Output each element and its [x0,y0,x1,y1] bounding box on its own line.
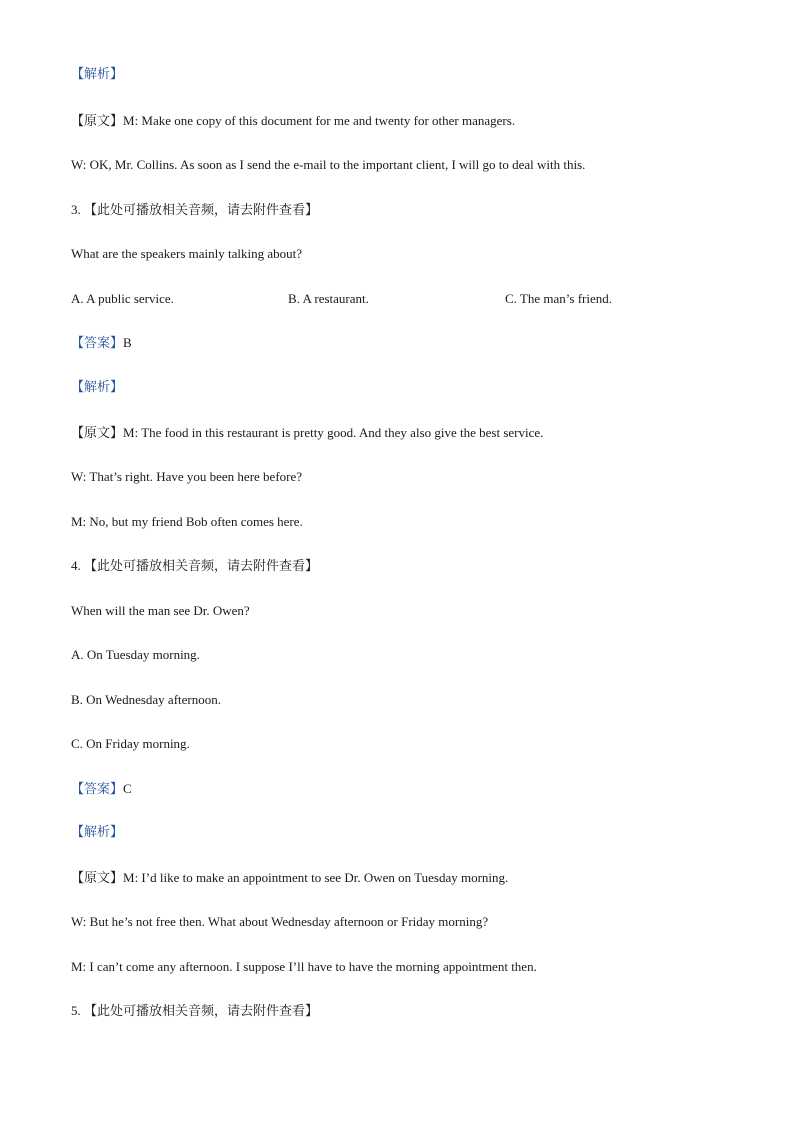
q3-answer [71,334,132,353]
q3-transcript-m1-text: M: The food in this restaurant is pretty good. And they also give the best service. [123,425,544,440]
q3-audio-note: 【此处可播放相关音频，请去附件查看】 [84,203,319,218]
q4-analysis-label: 【解析】 [71,825,124,840]
q4-transcript-m1 [71,869,508,888]
q4-heading [71,557,318,576]
q5-heading [71,1002,318,1021]
q4-transcript-w: W: But he’s not free then. What about Wednesday afternoon or Friday morning? [71,914,489,929]
q4-transcript-label: 【原文】 [71,871,124,886]
q4-question: When will the man see Dr. Owen? [71,603,250,618]
q3-transcript-w: W: That’s right. Have you been here before? [71,469,303,484]
q2-transcript-w: W: OK, Mr. Collins. As soon as I send the e-mail to the important client, I will go to deal with this. [71,157,586,172]
q3-answer-label: 【答案】 [71,336,124,351]
q3-transcript-label: 【原文】 [71,426,124,441]
q4-audio-note: 【此处可播放相关音频，请去附件查看】 [84,559,319,574]
q3-option-a: A. A public service. [71,291,174,306]
q4-option-b: B. On Wednesday afternoon. [71,692,221,707]
q3-transcript-m2: M: No, but my friend Bob often comes here. [71,514,303,529]
q4-transcript-m2: M: I can’t come any afternoon. I suppose I’ll have to have the morning appointment then. [71,959,537,974]
q3-answer-value: B [123,335,132,350]
q3-option-c: C. The man’s friend. [505,291,612,306]
q3-number: 3. [71,202,81,217]
q2-analysis-label: 【解析】 [71,67,124,82]
q3-heading [71,201,318,220]
q4-option-a: A. On Tuesday morning. [71,647,200,662]
q2-transcript-m [71,112,515,131]
q4-answer-value: C [123,781,132,796]
q4-transcript-m1-text: M: I’d like to make an appointment to see Dr. Owen on Tuesday morning. [123,870,509,885]
q2-transcript-m-text: M: Make one copy of this document for me and twenty for other managers. [123,113,516,128]
q4-answer [71,780,132,799]
q3-analysis-label: 【解析】 [71,380,124,395]
q4-answer-label: 【答案】 [71,782,124,797]
q4-option-c: C. On Friday morning. [71,736,190,751]
q3-question: What are the speakers mainly talking about? [71,246,303,261]
q5-audio-note: 【此处可播放相关音频，请去附件查看】 [84,1004,319,1019]
q5-number: 5. [71,1003,81,1018]
q3-transcript-m1 [71,424,543,443]
q2-transcript-label: 【原文】 [71,114,124,129]
q4-number: 4. [71,558,81,573]
q3-option-b: B. A restaurant. [288,291,369,306]
